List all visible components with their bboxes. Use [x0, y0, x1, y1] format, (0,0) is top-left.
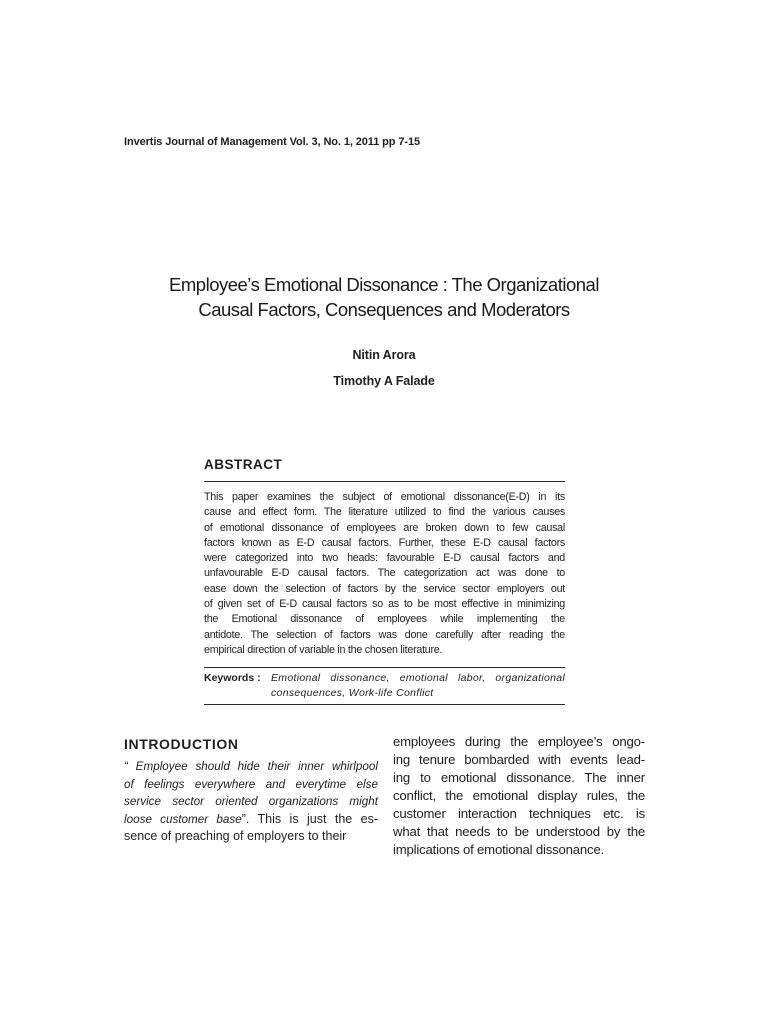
body-line: implications of emotional dissonance. [393, 842, 605, 857]
abstract-line: factors known as E-D causal factors. Further, these E-D causal factors [204, 536, 565, 549]
abstract-line: empirical direction of variable in the chosen literature. [204, 643, 443, 656]
title-line: Causal Factors, Consequences and Moderators [198, 299, 570, 320]
abstract-line: unfavourable E-D causal factors. The categorization act was done to [204, 567, 565, 580]
abstract-line: were categorized into two heads: favourable E-D causal factors and [204, 552, 565, 565]
abstract-line: the Emotional dissonance of employees while implementing the [204, 613, 565, 626]
keywords-line: consequences, Work-life Conflict [271, 687, 434, 699]
abstract-line: This paper examines the subject of emotional dissonance(E-D) in its [204, 491, 565, 503]
article-title [90, 272, 678, 322]
author-name: Timothy A Falade [333, 374, 435, 388]
body-line: what that needs to be understood by the [393, 824, 645, 839]
journal-citation: Invertis Journal of Management Vol. 3, No. 1, 2011 pp 7-15 [124, 136, 420, 148]
divider [204, 667, 565, 668]
quote-line: service sector oriented organizations might [124, 795, 378, 808]
introduction-right-column [393, 733, 645, 859]
author-name: Nitin Arora [352, 348, 416, 362]
abstract-line: ease down the selection of factors by the service sector employers out [204, 582, 565, 595]
quote-fragment: loose customer base [124, 812, 242, 826]
quote-line: “ Employee should hide their inner whirlpool [124, 760, 378, 773]
abstract-line: antidote. The selection of factors was done carefully after reading the [204, 628, 565, 641]
introduction-paragraph [124, 758, 378, 846]
title-line: Employee’s Emotional Dissonance : The Organizational [169, 274, 599, 295]
introduction-heading: INTRODUCTION [124, 736, 239, 752]
abstract-heading: ABSTRACT [204, 457, 283, 472]
mixed-line [124, 811, 378, 829]
body-line: conflict, the emotional display rules, the [393, 788, 645, 803]
body-line: ing to emotional dissonance. The inner [393, 770, 645, 785]
keywords-label: Keywords : [204, 672, 261, 684]
quote-line: of feelings everywhere and everytime else [124, 777, 378, 791]
abstract-line: of given set of E-D causal factors so as to be most effective in minimizing [204, 598, 565, 611]
divider [204, 704, 565, 705]
abstract-line: of emotional dissonance of employees are broken down to few causal [204, 521, 565, 534]
body-line: ing tenure bombarded with events lead- [393, 752, 645, 767]
abstract-line: cause and effect form. The literature utilized to find the various causes [204, 506, 565, 519]
body-line: employees during the employee’s ongo- [393, 734, 645, 749]
keywords-line: Emotional dissonance, emotional labor, organizational [271, 672, 565, 684]
body-line: customer interaction techniques etc. is [393, 806, 645, 821]
introduction-left-column [124, 736, 378, 846]
divider [204, 481, 565, 482]
abstract-body [204, 490, 565, 658]
text-fragment: ”. This is just the es- [241, 811, 379, 826]
body-line: sence of preaching of employers to their [124, 829, 347, 843]
